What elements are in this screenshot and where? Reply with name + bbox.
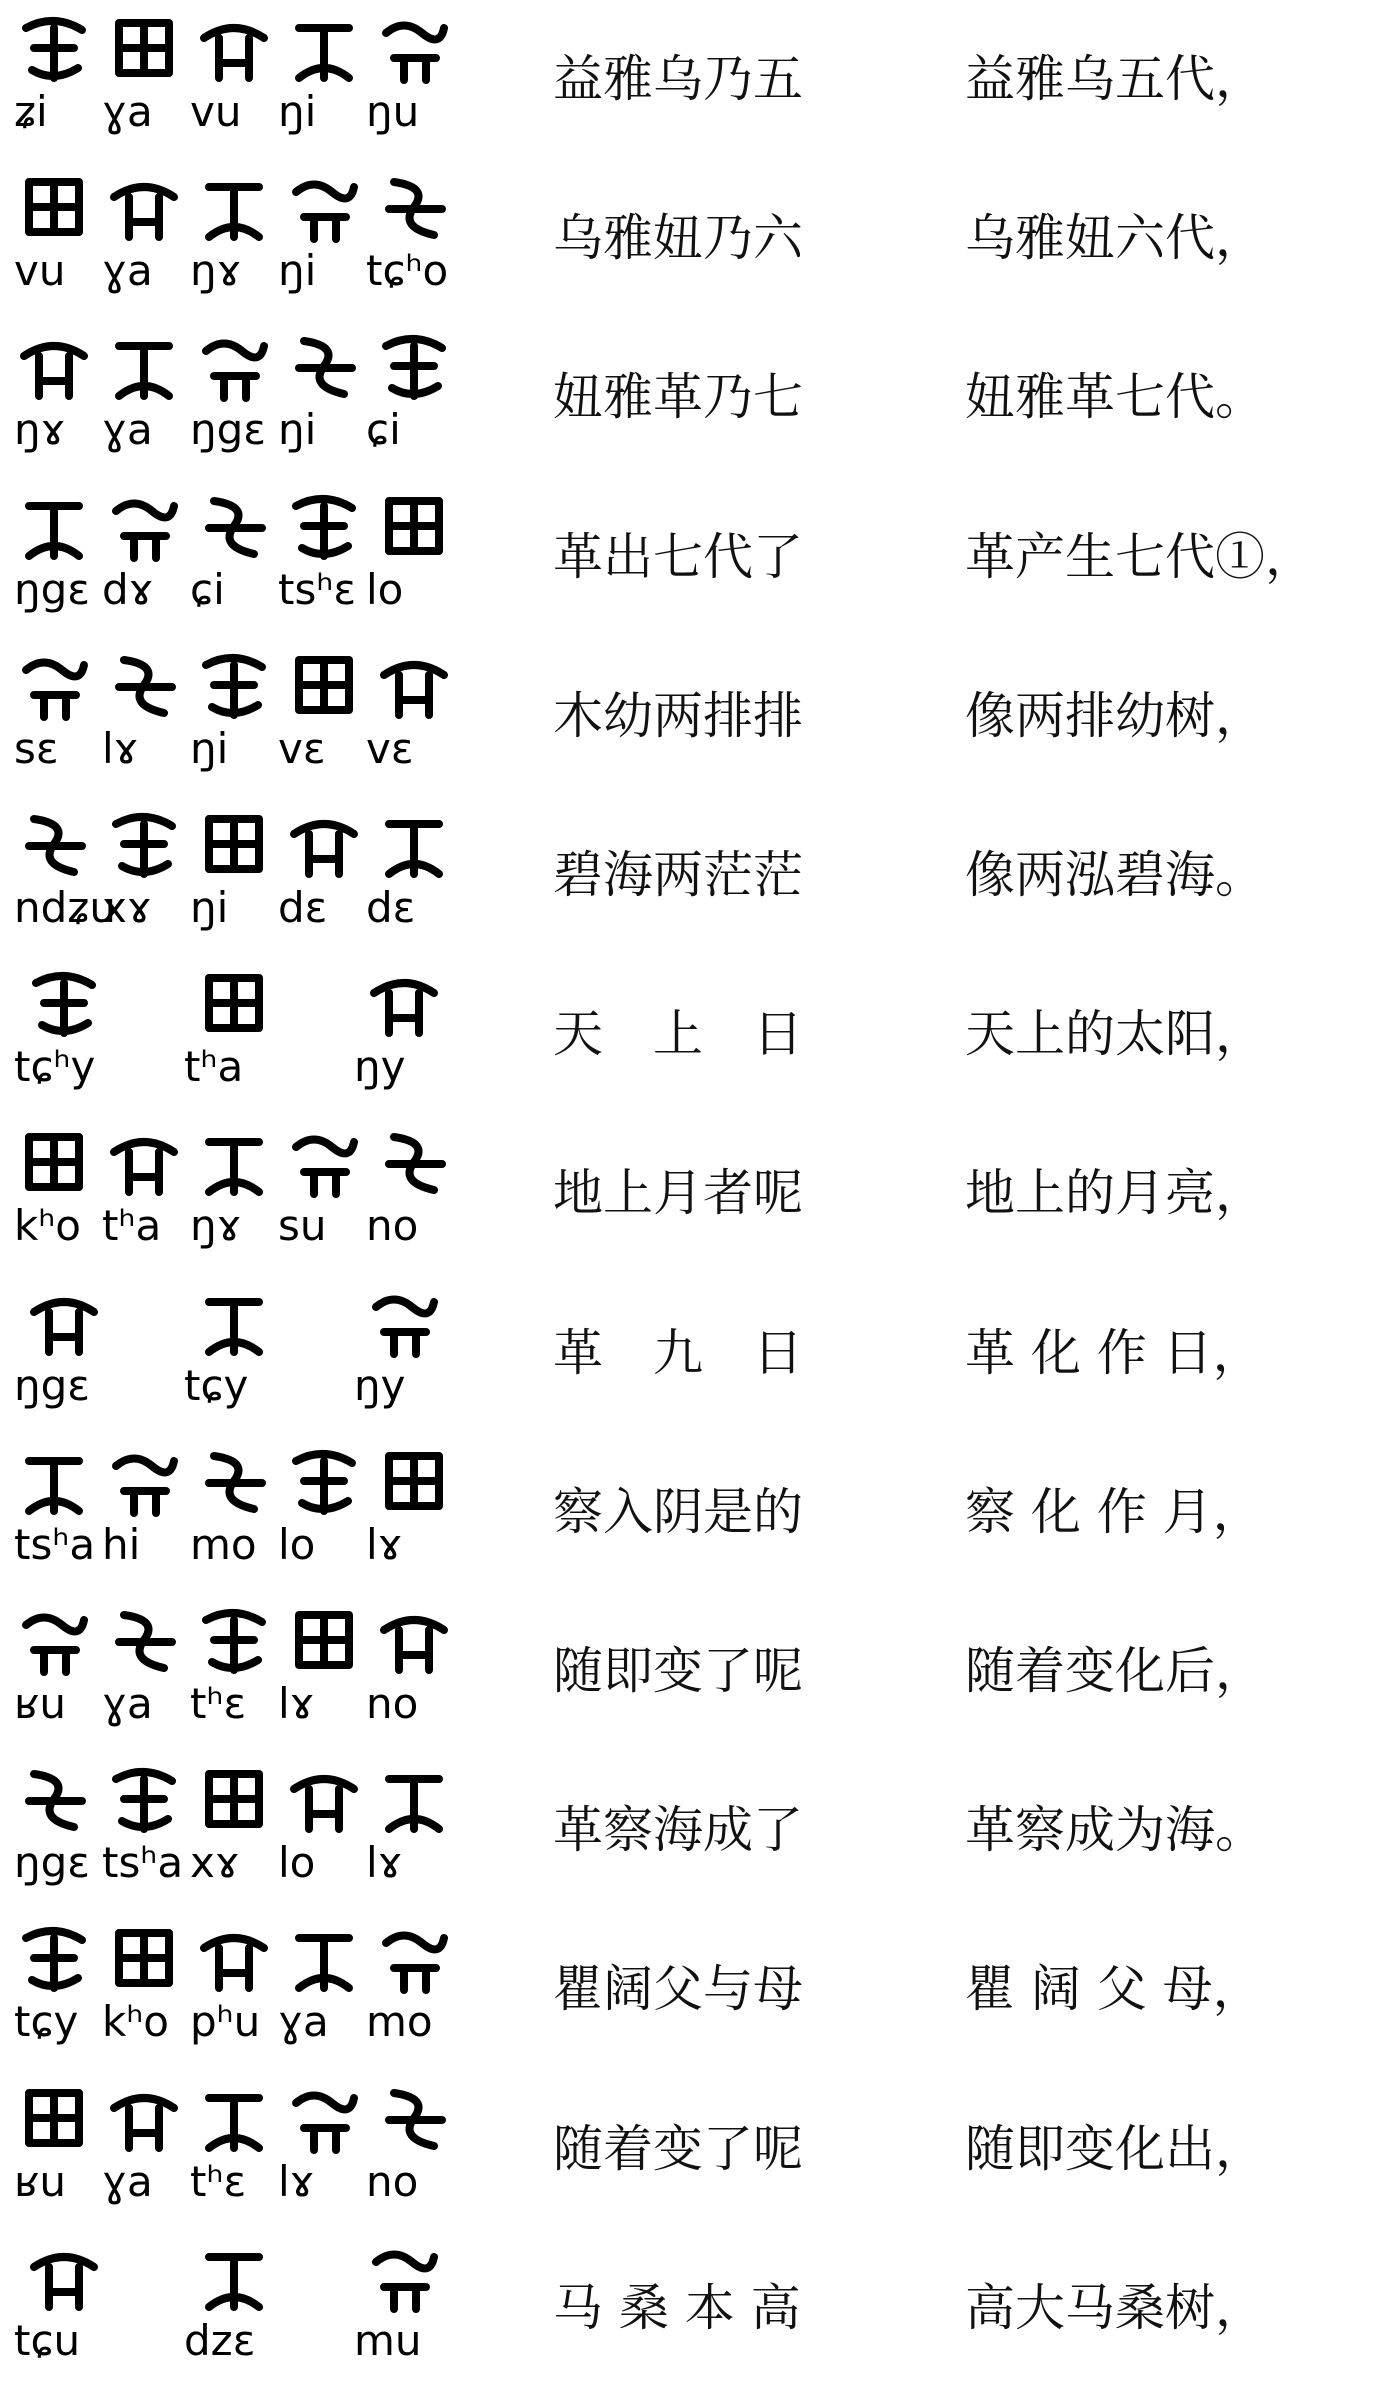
literal-gloss: 益雅乌乃五 — [553, 50, 803, 108]
ipa-syllable: tɕy — [14, 1997, 79, 2047]
yi-glyph — [389, 1137, 442, 1190]
verse-row — [0, 1433, 1385, 1592]
ipa-transcription — [14, 1037, 454, 1097]
ipa-syllable: tsʰa — [14, 1519, 96, 1569]
literal-gloss: 随即变了呢 — [553, 1642, 803, 1700]
ipa-syllable: tɕʰy — [14, 1042, 96, 1092]
free-translation: 察 化 作 月， — [965, 1482, 1263, 1541]
ipa-syllable: lɤ — [278, 1679, 315, 1728]
literal-gloss: 瞿阔父与母 — [553, 1960, 803, 2019]
ipa-syllable: ŋi — [190, 883, 229, 932]
yi-glyph — [206, 1613, 262, 1670]
yi-glyph — [384, 665, 444, 715]
verse-row — [0, 1592, 1385, 1751]
yi-glyph — [26, 21, 82, 78]
yi-script-line — [14, 1441, 454, 1521]
literal-gloss: 革出七代了 — [553, 527, 803, 586]
yi-glyph — [26, 1931, 82, 1988]
ipa-transcription — [14, 1833, 454, 1893]
yi-glyph — [299, 341, 352, 394]
yi-script-line — [14, 1122, 454, 1202]
yi-glyph — [114, 1142, 174, 1192]
yi-glyph — [119, 1933, 169, 1983]
yi-script-line — [14, 1282, 454, 1362]
literal-gloss: 木幼两排排 — [553, 686, 803, 745]
ipa-transcription — [14, 241, 454, 301]
literal-gloss: 天 上 日 — [553, 1005, 803, 1064]
ipa-syllable: ɣa — [102, 246, 153, 296]
ipa-syllable: tʰɛ — [190, 2156, 247, 2206]
free-translation: 高大马桑树， — [965, 2278, 1265, 2337]
yi-glyph — [204, 1938, 264, 1988]
literal-gloss: 随着变了呢 — [553, 2119, 803, 2178]
yi-glyph — [296, 1140, 354, 1195]
ipa-syllable: ŋi — [278, 405, 317, 455]
free-translation: 妞雅革七代。 — [965, 368, 1265, 427]
yi-glyph — [296, 185, 354, 240]
yi-glyph — [374, 983, 434, 1033]
verse-row — [0, 0, 1385, 159]
ipa-transcription — [14, 400, 454, 460]
verse-row — [0, 2229, 1385, 2388]
ipa-syllable: ɣa — [102, 2156, 153, 2206]
ipa-syllable: ŋi — [278, 87, 317, 136]
yi-glyph — [299, 1938, 349, 1988]
yi-glyph — [206, 658, 262, 715]
ipa-syllable: ŋgɛ — [14, 1360, 90, 1410]
yi-glyph — [209, 1142, 259, 1192]
ipa-syllable: ʁu — [14, 2156, 66, 2206]
free-translation: 乌雅妞六代， — [965, 209, 1265, 268]
yi-glyph — [26, 1618, 84, 1673]
yi-glyph — [299, 28, 349, 78]
ipa-syllable: su — [278, 1201, 327, 1251]
ipa-syllable: lo — [278, 1519, 316, 1569]
free-translation: 天上的太阳， — [965, 1005, 1265, 1064]
ipa-syllable: tsʰa — [102, 1838, 184, 1888]
ipa-transcription — [14, 1674, 454, 1734]
yi-glyph — [299, 660, 349, 710]
yi-glyph — [209, 1302, 259, 1352]
yi-glyph — [26, 662, 84, 717]
verse-row — [0, 1751, 1385, 1910]
yi-glyph — [296, 499, 352, 556]
verse-row — [0, 796, 1385, 955]
yi-script-line — [14, 963, 454, 1043]
yi-glyph — [209, 1456, 262, 1509]
ipa-syllable: pʰu — [190, 1997, 261, 2047]
yi-glyph — [389, 501, 439, 551]
ipa-syllable: ɣa — [102, 405, 153, 455]
ipa-syllable: kʰo — [14, 1201, 81, 1251]
free-translation: 像两排幼树， — [965, 686, 1265, 745]
yi-glyph — [389, 1456, 439, 1506]
ipa-syllable: tʰa — [184, 1042, 244, 1092]
literal-gloss: 察入阴是的 — [553, 1482, 803, 1541]
ipa-syllable: ŋi — [278, 246, 317, 296]
yi-glyph — [209, 2257, 259, 2307]
yi-glyph — [119, 23, 169, 73]
yi-script-line — [14, 645, 454, 725]
ipa-syllable: ŋy — [354, 1042, 406, 1092]
ipa-syllable: ŋɤ — [190, 1201, 242, 1251]
ipa-syllable: lɤ — [278, 2156, 315, 2206]
yi-glyph — [209, 819, 259, 869]
literal-gloss: 妞雅革乃七 — [553, 368, 803, 427]
ipa-syllable: tʰɛ — [190, 1679, 247, 1728]
yi-script-line — [14, 1600, 454, 1680]
ipa-syllable: tsʰɛ — [278, 564, 357, 614]
ipa-syllable: vu — [190, 87, 242, 136]
ipa-syllable: ŋgɛ — [14, 1838, 90, 1888]
ipa-syllable: dzɛ — [184, 2315, 256, 2365]
yi-glyph — [34, 1302, 94, 1352]
ipa-syllable: lɤ — [366, 1519, 403, 1569]
yi-glyph — [376, 1299, 434, 1354]
literal-gloss: 乌雅妞乃六 — [553, 209, 803, 268]
ipa-syllable: kʰo — [102, 1997, 169, 2047]
verse-row — [0, 955, 1385, 1114]
ipa-syllable: ɣa — [102, 87, 153, 136]
yi-glyph — [206, 344, 264, 399]
ipa-syllable: dɛ — [278, 883, 328, 932]
ipa-transcription — [14, 2311, 454, 2371]
ipa-transcription — [14, 719, 454, 779]
yi-glyph — [24, 346, 84, 396]
ipa-syllable: no — [366, 1201, 419, 1251]
ipa-syllable: no — [366, 2156, 419, 2206]
ipa-syllable: ŋi — [190, 723, 229, 773]
literal-gloss: 革察海成了 — [553, 1801, 803, 1860]
ipa-syllable: xɤ — [102, 883, 152, 932]
ipa-transcription — [14, 1515, 454, 1575]
yi-glyph — [29, 819, 82, 872]
yi-glyph — [294, 1779, 354, 1829]
verse-row — [0, 1910, 1385, 2069]
yi-glyph — [29, 2093, 79, 2143]
yi-glyph — [119, 1615, 172, 1668]
ipa-syllable: tɕʰo — [366, 246, 449, 296]
ipa-syllable: ndʑu — [14, 883, 116, 932]
yi-script-line — [14, 1759, 454, 1839]
ipa-syllable: mo — [190, 1519, 257, 1569]
yi-script-line — [14, 2237, 454, 2317]
verse-row — [0, 318, 1385, 477]
ipa-syllable: ɣa — [102, 1679, 153, 1728]
yi-glyph — [209, 187, 259, 237]
literal-gloss: 马 桑 本 高 — [553, 2278, 801, 2337]
yi-glyph — [114, 187, 174, 237]
yi-glyph — [209, 2098, 259, 2148]
yi-glyph — [119, 346, 169, 396]
yi-glyph — [386, 1936, 444, 1991]
yi-glyph — [296, 2095, 354, 2150]
ipa-syllable: mo — [366, 1997, 433, 2047]
ipa-syllable: xɤ — [190, 1838, 240, 1888]
ipa-syllable: ŋu — [366, 87, 420, 136]
ipa-syllable: sɛ — [14, 723, 59, 773]
ipa-transcription — [14, 1356, 454, 1416]
yi-script-line — [14, 326, 454, 406]
free-translation: 像两泓碧海。 — [965, 846, 1265, 904]
literal-gloss: 碧海两茫茫 — [553, 846, 803, 904]
ipa-syllable: ŋɤ — [14, 405, 66, 455]
verse-row — [0, 2070, 1385, 2229]
free-translation: 革 化 作 日， — [965, 1323, 1263, 1382]
yi-glyph — [376, 2254, 434, 2309]
literal-gloss: 革 九 日 — [553, 1323, 803, 1382]
ipa-syllable: ɕi — [190, 564, 225, 614]
yi-glyph — [116, 1772, 172, 1829]
ipa-syllable: ŋgɛ — [14, 564, 90, 614]
ipa-syllable: hi — [102, 1519, 141, 1569]
free-translation: 随即变化出， — [965, 2119, 1265, 2178]
yi-glyph — [389, 182, 442, 235]
yi-glyph — [209, 501, 262, 554]
yi-glyph — [386, 339, 442, 396]
yi-glyph — [299, 1615, 349, 1665]
verse-row — [0, 478, 1385, 637]
yi-glyph — [209, 978, 259, 1028]
yi-script-line — [14, 804, 454, 884]
ipa-syllable: lo — [278, 1838, 316, 1888]
ipa-transcription — [14, 2152, 454, 2212]
yi-glyph — [116, 503, 174, 558]
ipa-syllable: mu — [354, 2315, 422, 2365]
ipa-syllable: vɛ — [366, 723, 414, 773]
ipa-syllable: tʰa — [102, 1201, 162, 1251]
yi-glyph — [116, 1458, 174, 1513]
ipa-syllable: lɤ — [366, 1838, 403, 1888]
free-translation: 瞿 阔 父 母， — [965, 1960, 1263, 2019]
yi-glyph — [296, 1454, 352, 1511]
verse-row — [0, 1274, 1385, 1433]
ipa-transcription — [14, 1992, 454, 2052]
free-translation: 革产生七代①， — [965, 527, 1315, 586]
verse-row — [0, 1114, 1385, 1273]
free-translation: 益雅乌五代， — [965, 50, 1265, 108]
yi-glyph — [389, 2093, 442, 2146]
yi-glyph — [384, 1620, 444, 1670]
yi-glyph — [29, 506, 79, 556]
ipa-syllable: ŋy — [354, 1360, 406, 1410]
ipa-syllable: vɛ — [278, 723, 326, 773]
ipa-transcription — [14, 560, 454, 620]
yi-glyph — [36, 976, 92, 1033]
yi-script-line — [14, 2078, 454, 2158]
yi-script-line — [14, 167, 454, 247]
ipa-syllable: lo — [366, 564, 404, 614]
yi-glyph — [29, 1774, 82, 1827]
yi-glyph — [209, 1774, 259, 1824]
yi-glyph — [204, 28, 264, 78]
yi-glyph — [114, 2098, 174, 2148]
yi-glyph — [386, 26, 444, 81]
ipa-syllable: lɤ — [102, 723, 139, 773]
ipa-syllable: ʑi — [14, 87, 48, 136]
ipa-syllable: dɤ — [102, 564, 154, 614]
free-translation: 随着变化后， — [965, 1642, 1265, 1700]
literal-gloss: 地上月者呢 — [553, 1164, 803, 1223]
yi-glyph — [294, 824, 354, 874]
yi-glyph — [34, 2257, 94, 2307]
ipa-transcription — [14, 878, 454, 938]
ipa-transcription — [14, 82, 454, 142]
ipa-syllable: ŋgɛ — [190, 405, 266, 455]
ipa-syllable: vu — [14, 246, 66, 296]
ipa-syllable: ɣa — [278, 1997, 329, 2047]
verse-row — [0, 637, 1385, 796]
ipa-syllable: dɛ — [366, 883, 416, 932]
yi-script-line — [14, 1918, 454, 1998]
yi-script-line — [14, 8, 454, 88]
yi-glyph — [116, 817, 172, 874]
ipa-syllable: tɕy — [184, 1360, 249, 1410]
ipa-syllable: no — [366, 1679, 419, 1728]
free-translation: 地上的月亮， — [965, 1164, 1265, 1223]
ipa-syllable: ʁu — [14, 1679, 66, 1728]
free-translation: 革察成为海。 — [965, 1801, 1265, 1860]
ipa-transcription — [14, 1196, 454, 1256]
verse-row — [0, 159, 1385, 318]
ipa-syllable: tɕu — [14, 2315, 81, 2365]
yi-glyph — [29, 1137, 79, 1187]
yi-glyph — [29, 182, 79, 232]
ipa-syllable: ɕi — [366, 405, 401, 455]
yi-glyph — [389, 1779, 439, 1829]
yi-glyph — [119, 660, 172, 713]
yi-glyph — [29, 1461, 79, 1511]
ipa-syllable: ŋɤ — [190, 246, 242, 296]
yi-script-line — [14, 486, 454, 566]
yi-glyph — [389, 824, 439, 874]
